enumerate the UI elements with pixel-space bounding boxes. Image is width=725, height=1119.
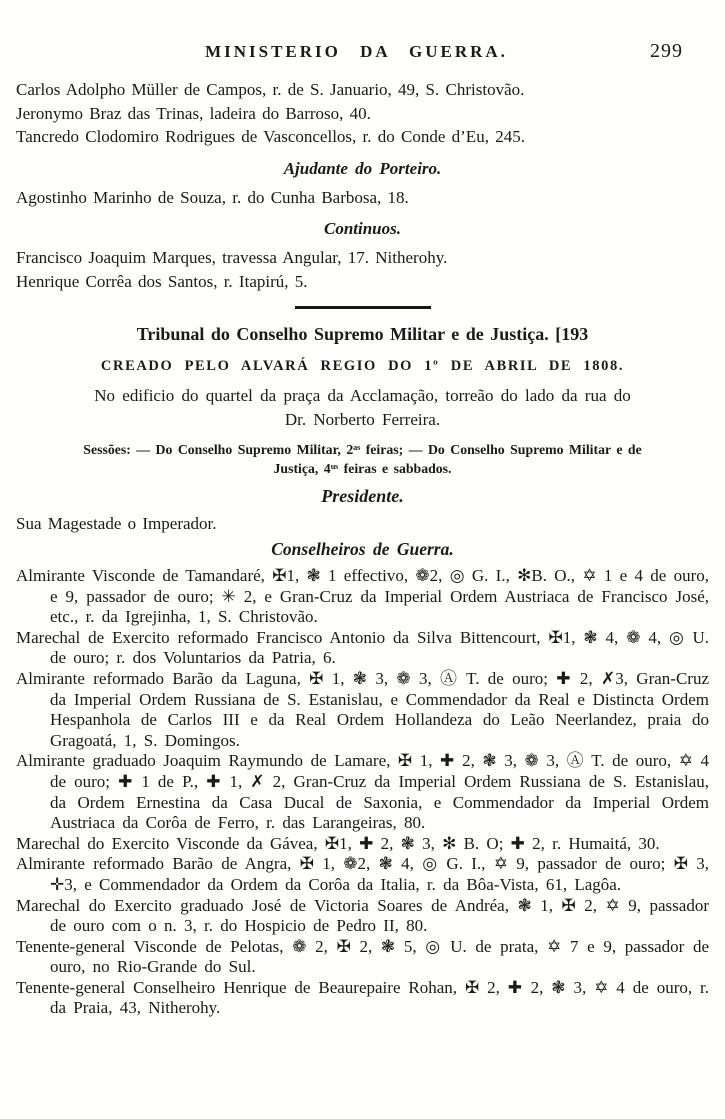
directory-entry: Agostinho Marinho de Souza, r. do Cunha Barbosa, 18. [16,187,409,207]
tribunal-address [16,384,709,432]
presidente-name: Sua Magestade o Imperador. [16,513,217,533]
conselheiro-entry: Marechal do Exercito graduado José de Victoria Soares de Andréa, ❃ 1, ✠ 2, ✡ 9, passador de ouro com o n. 3, r. do Hospicio de Pedro II, 80. [16,895,709,936]
page-title: MINISTERIO DA GUERRA. [205,42,508,61]
conselheiro-entry: Tenente-general Visconde de Pelotas, ❁ 2, ✠ 2, ❃ 5, ◎ U. de prata, ✡ 7 e 9, passador de ouro, no Rio-Grande do Sul. [16,936,709,977]
section-divider [295,306,431,309]
conselheiro-entry: Almirante Visconde de Tamandaré, ✠1, ❃ 1 effectivo, ❁2, ◎ G. I., ✻B. O., ✡ 1 e 4 de ouro, e 9, passador de ouro; ✳ 2, e Gran-Cruz da Imperial Ordem Austriaca de Francisco José, etc., r. da Igrejinha, 1, S. Christovão. [16,566,709,627]
porteiros-list [16,78,709,149]
continuos-list [16,246,709,293]
tribunal-sessions-note [16,440,709,478]
address-line: Dr. Norberto Ferreira. [284,409,441,429]
conselheiro-entry: Tenente-general Conselheiro Henrique de Beaurepaire Rohan, ✠ 2, ✚ 2, ❃ 3, ✡ 4 de ouro, r. da Praia, 43, Nitherohy. [16,977,709,1018]
conselheiro-entry: Marechal de Exercito reformado Francisco Antonio da Silva Bittencourt, ✠1, ❃ 4, ❁ 4, ◎ U. de ouro; r. dos Voluntarios da Patria, 6. [16,627,709,668]
tribunal-section [16,324,709,1020]
conselheiro-entry: Almirante reformado Barão da Laguna, ✠ 1, ❃ 3, ❁ 3, Ⓐ T. de ouro; ✚ 2, ✗3, Gran-Cruz da Imperial Ordem Russiana de S. Estanislau, e Commendador da Real e Distincta Ordem Hespanhola de Carlos III e da Real Ordem Hollandeza do Leão Neerlandez, praia do Gragoatá, 1, S. Domingos. [16,668,709,750]
directory-entry: Henrique Corrêa dos Santos, r. Itapirú, 5. [16,271,308,291]
directory-entry: Jeronymo Braz das Trinas, ladeira do Barroso, 40. [16,103,371,123]
page-header [16,42,709,66]
page-number: 299 [650,40,683,62]
directory-entry: Tancredo Clodomiro Rodrigues de Vasconcellos, r. do Conde d’Eu, 245. [16,127,525,146]
sessions-line: Justiça, 4ᵘˢ feiras e sabbados. [273,460,452,476]
conselheiro-entry: Marechal do Exercito Visconde da Gávea, ✠1, ✚ 2, ❃ 3, ✻ B. O; ✚ 2, r. Humaitá, 30. [16,833,660,853]
section-heading-continuos: Continuos. [323,219,401,238]
section-heading-conselheiros: Conselheiros de Guerra. [271,539,454,559]
section-heading-ajudante: Ajudante do Porteiro. [283,158,442,178]
tribunal-title: Tribunal do Conselho Supremo Militar e de Justiça. [193 [136,323,589,344]
tribunal-subtitle: CREADO PELO ALVARÁ REGIO DO 1º DE ABRIL DE 1808. [100,357,625,374]
conselheiro-entry: Almirante graduado Joaquim Raymundo de Lamare, ✠ 1, ✚ 2, ❃ 3, ❁ 3, Ⓐ T. de ouro, ✡ 4 de ouro; ✚ 1 de P., ✚ 1, ✗ 2, Gran-Cruz da Imperial Ordem Russiana de S. Estanislau, da Ordem Ernestina da Casa Ducal de Saxonia, e Commendador da Imperial Ordem Austriaca da Corôa de Ferro, r. das Larangeiras, 80. [16,751,709,833]
directory-entry: Carlos Adolpho Müller de Campos, r. de S. Januario, 49, S. Christovão. [16,80,525,99]
ajudante-list [16,186,709,210]
section-heading-presidente: Presidente. [321,485,404,506]
address-line: No edificio do quartel da praça da Acclamação, torreão do lado da rua do [94,385,631,405]
conselheiros-list [16,566,709,1019]
directory-entry: Francisco Joaquim Marques, travessa Angular, 17. Nitherohy. [16,248,448,267]
sessions-line: Sessões: — Do Conselho Supremo Militar, 2ᵃˢ feiras; — Do Conselho Supremo Militar e de [83,441,642,457]
conselheiro-entry: Almirante reformado Barão de Angra, ✠ 1, ❁2, ❃ 4, ◎ G. I., ✡ 9, passador de ouro; ✠ 3, ✛3, e Commendador da Ordem da Corôa da Italia, r. da Bôa-Vista, 61, Lagôa. [16,854,709,894]
